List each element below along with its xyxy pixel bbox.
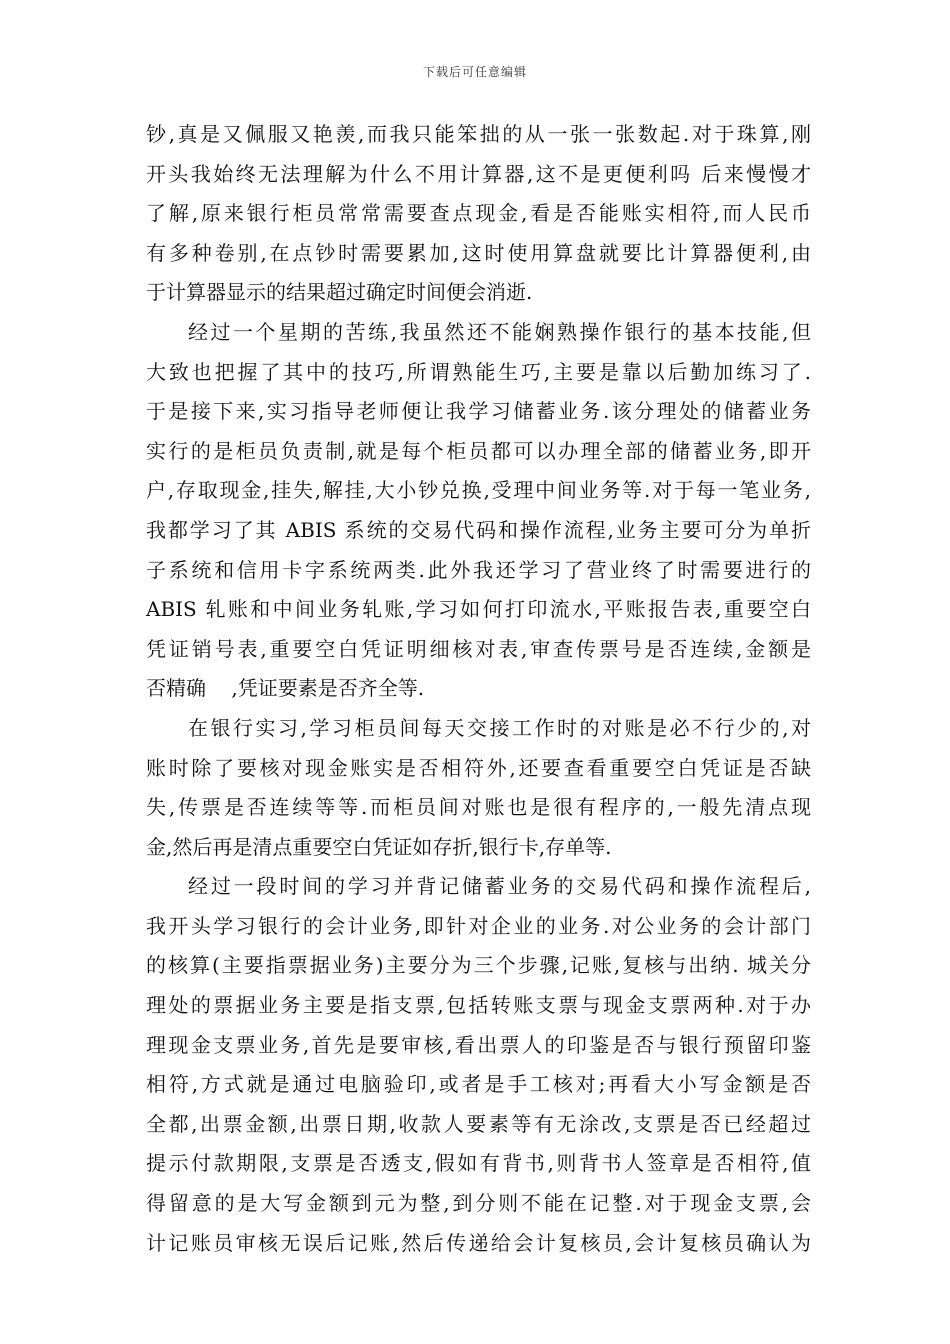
text-line: 提示付款期限,支票是否透支,假如有背书,则背书人签章是否相符,值 <box>146 1151 811 1176</box>
text-line: 开头我始终无法理解为什么不用计算器,这不是更便利吗 后来慢慢才 <box>146 161 811 186</box>
text-line: 户,存取现金,挂失,解挂,大小钞兑换,受理中间业务等.对于每一笔业务, <box>146 478 811 503</box>
document-body <box>146 115 811 1263</box>
paragraph-first-line: 在银行实习,学习柜员间每天交接工作时的对账是必不行少的,对 <box>188 715 811 740</box>
text-line: 失,传票是否连续等等.而柜员间对账也是很有程序的,一般先清点现 <box>146 795 811 820</box>
text-line: 实行的是柜员负责制,就是每个柜员都可以办理全部的储蓄业务,即开 <box>146 438 811 463</box>
text-line: 相符,方式就是通过电脑验印,或者是手工核对;再看大小写金额是否 <box>146 1072 811 1097</box>
text-line: 子系统和信用卡字系统两类.此外我还学习了营业终了时需要进行的 <box>146 557 811 582</box>
text-line: 理现金支票业务,首先是要审核,看出票人的印鉴是否与银行预留印鉴 <box>146 1032 811 1057</box>
text-line: 大致也把握了其中的技巧,所谓熟能生巧,主要是靠以后勤加练习了. <box>146 359 811 384</box>
page-header: 下载后可任意编辑 <box>422 65 527 79</box>
text-line: 否精确 ,凭证要素是否齐全等. <box>146 676 425 701</box>
text-line: 金,然后再是清点重要空白凭证如存折,银行卡,存单等. <box>146 834 612 859</box>
text-line: 得留意的是大写金额到元为整,到分则不能在记整.对于现金支票,会 <box>146 1191 811 1216</box>
text-line: 我开头学习银行的会计业务,即针对企业的业务.对公业务的会计部门 <box>146 913 811 938</box>
text-line: 理处的票据业务主要是指支票,包括转账支票与现金支票两种.对于办 <box>146 993 811 1018</box>
text-line: 我都学习了其 ABIS 系统的交易代码和操作流程,业务主要可分为单折 <box>146 517 811 542</box>
text-line: 账时除了要核对现金账实是否相符外,还要查看重要空白凭证是否缺 <box>146 755 811 780</box>
paragraph-first-line: 经过一个星期的苦练,我虽然还不能娴熟操作银行的基本技能,但 <box>188 319 811 344</box>
text-line: 的核算(主要指票据业务)主要分为三个步骤,记账,复核与出纳. 城关分 <box>146 953 811 978</box>
text-line: 于是接下来,实习指导老师便让我学习储蓄业务.该分理处的储蓄业务 <box>146 399 811 424</box>
text-line: 有多种卷别,在点钞时需要累加,这时使用算盘就要比计算器便利,由 <box>146 240 811 265</box>
text-line: 凭证销号表,重要空白凭证明细核对表,审查传票号是否连续,金额是 <box>146 636 811 661</box>
text-line: 计记账员审核无误后记账,然后传递给会计复核员,会计复核员确认为 <box>146 1230 811 1255</box>
text-line: ABIS 轧账和中间业务轧账,学习如何打印流水,平账报告表,重要空白 <box>146 597 811 622</box>
text-line: 全都,出票金额,出票日期,收款人要素等有无涂改,支票是否已经超过 <box>146 1111 811 1136</box>
text-line: 于计算器显示的结果超过确定时间便会消逝. <box>146 280 533 305</box>
text-line: 了解,原来银行柜员常常需要查点现金,看是否能账实相符,而人民币 <box>146 201 811 226</box>
paragraph-first-line: 经过一段时间的学习并背记储蓄业务的交易代码和操作流程后, <box>188 874 811 899</box>
text-line: 钞,真是又佩服又艳羡,而我只能笨拙的从一张一张数起.对于珠算,刚 <box>146 122 811 146</box>
